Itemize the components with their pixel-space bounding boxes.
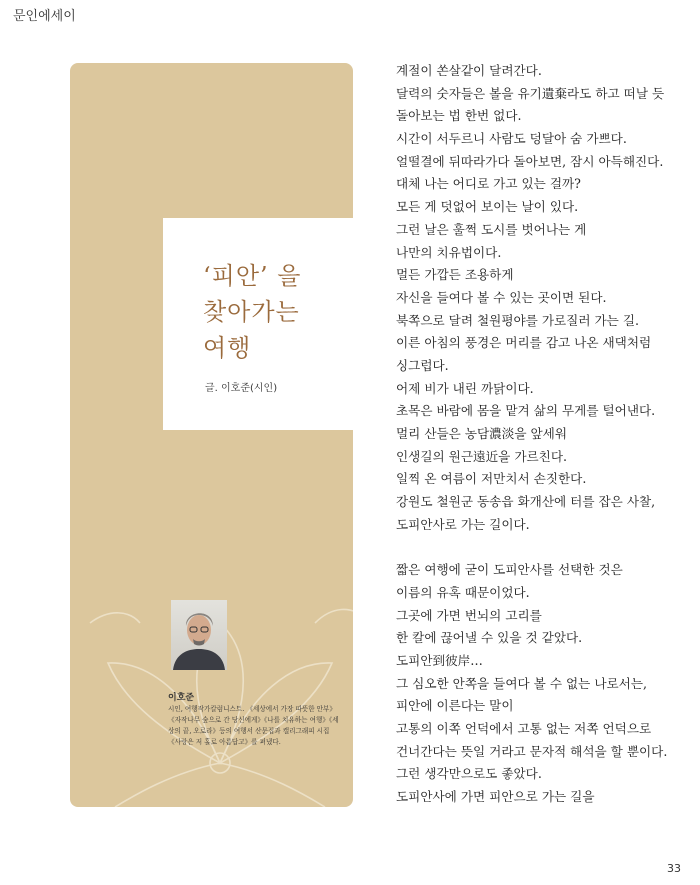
essay-line: 얼떨결에 뒤따라가다 돌아보면, 잠시 아득해진다. bbox=[396, 153, 664, 169]
essay-line: 인생길의 원근遠近을 가르친다. bbox=[396, 448, 568, 464]
decorative-panel bbox=[70, 63, 353, 807]
essay-line: 멀든 가깝든 조용하게 bbox=[396, 267, 514, 283]
section-label: 문인에세이 bbox=[13, 9, 76, 24]
essay-line: 돌아보는 법 한번 없다. bbox=[396, 108, 522, 124]
essay-body bbox=[396, 60, 686, 809]
essay-line: 싱그럽다. bbox=[396, 357, 449, 373]
essay-line: 초목은 바람에 몸을 맡겨 삶의 무게를 털어낸다. bbox=[396, 403, 656, 419]
paragraph-gap bbox=[396, 536, 686, 559]
essay-line: 고통의 이쪽 언덕에서 고통 없는 저쪽 언덕으로 bbox=[396, 720, 652, 736]
essay-line: 어제 비가 내린 까닭이다. bbox=[396, 380, 534, 396]
page-number: 33 bbox=[667, 862, 681, 875]
title-box bbox=[163, 218, 353, 430]
essay-line: 건너간다는 뜻일 거라고 문자적 해석을 할 뿐이다. bbox=[396, 743, 668, 759]
essay-line: 그곳에 가면 번뇌의 고리를 bbox=[396, 607, 542, 623]
essay-line: 도피안사로 가는 길이다. bbox=[396, 516, 530, 532]
essay-line: 한 칼에 끊어낼 수 있을 것 같았다. bbox=[396, 630, 583, 646]
essay-line: 피안에 이른다는 말이 bbox=[396, 698, 514, 714]
essay-line: 이름의 유혹 때문이었다. bbox=[396, 584, 530, 600]
flower-outline-graphic bbox=[70, 63, 353, 807]
essay-line: 도피안사에 가면 피안으로 가는 길을 bbox=[396, 789, 595, 804]
essay-line: 달력의 숫자들은 볼을 유기遺棄라도 하고 떠날 듯 bbox=[396, 85, 665, 101]
essay-line: 이른 아침의 풍경은 머리를 감고 나온 새댁처럼 bbox=[396, 335, 652, 351]
author-bio: 시인, 여행작가칼럼니스트. 《세상에서 가장 따뜻한 안부》《자작나무 숲으로 간 당신에게》《나를 치유하는 여행》《세상의 끝, 오로라》등의 여행서 산문집과 캘리그래피 시집《사랑은 저 홀로 아름답고》를 펴냈다. bbox=[168, 705, 339, 746]
essay-line: 멀리 산들은 농담濃淡을 앞세워 bbox=[396, 426, 568, 441]
title-line-1: ‘피안’ 을 bbox=[203, 262, 302, 290]
byline: 글. 이호준(시인) bbox=[205, 383, 278, 394]
essay-line: 그런 생각만으로도 좋았다. bbox=[396, 766, 542, 782]
essay-line: 나만의 치유법이다. bbox=[396, 244, 502, 260]
title-line-2: 찾아가는 bbox=[203, 298, 300, 326]
essay-line: 강원도 철원군 동송읍 화개산에 터를 잡은 사찰, bbox=[396, 494, 656, 510]
essay-line: 그 심오한 안쪽을 들여다 볼 수 없는 나로서는, bbox=[396, 675, 648, 691]
essay-line: 도피안到彼岸… bbox=[396, 652, 483, 668]
essay-line: 북쪽으로 달려 철원평야를 가로질러 가는 길. bbox=[396, 312, 639, 328]
essay-line: 짧은 여행에 굳이 도피안사를 선택한 것은 bbox=[396, 562, 623, 578]
author-name: 이호준 bbox=[168, 693, 195, 703]
essay-line: 그런 날은 훌쩍 도시를 벗어나는 게 bbox=[396, 221, 587, 237]
essay-line: 계절이 쏜살같이 달려간다. bbox=[396, 63, 542, 78]
essay-line: 일찍 온 여름이 저만치서 손짓한다. bbox=[396, 471, 587, 487]
essay-line: 모든 게 덧없어 보이는 날이 있다. bbox=[396, 199, 579, 215]
essay-line: 시간이 서두르니 사람도 덩달아 숨 가쁘다. bbox=[396, 131, 627, 147]
essay-line: 대체 나는 어디로 가고 있는 걸까? bbox=[396, 176, 581, 192]
essay-line: 자신을 들여다 볼 수 있는 곳이면 된다. bbox=[396, 289, 607, 305]
title-line-3: 여행 bbox=[203, 334, 252, 362]
author-photo bbox=[171, 600, 227, 670]
